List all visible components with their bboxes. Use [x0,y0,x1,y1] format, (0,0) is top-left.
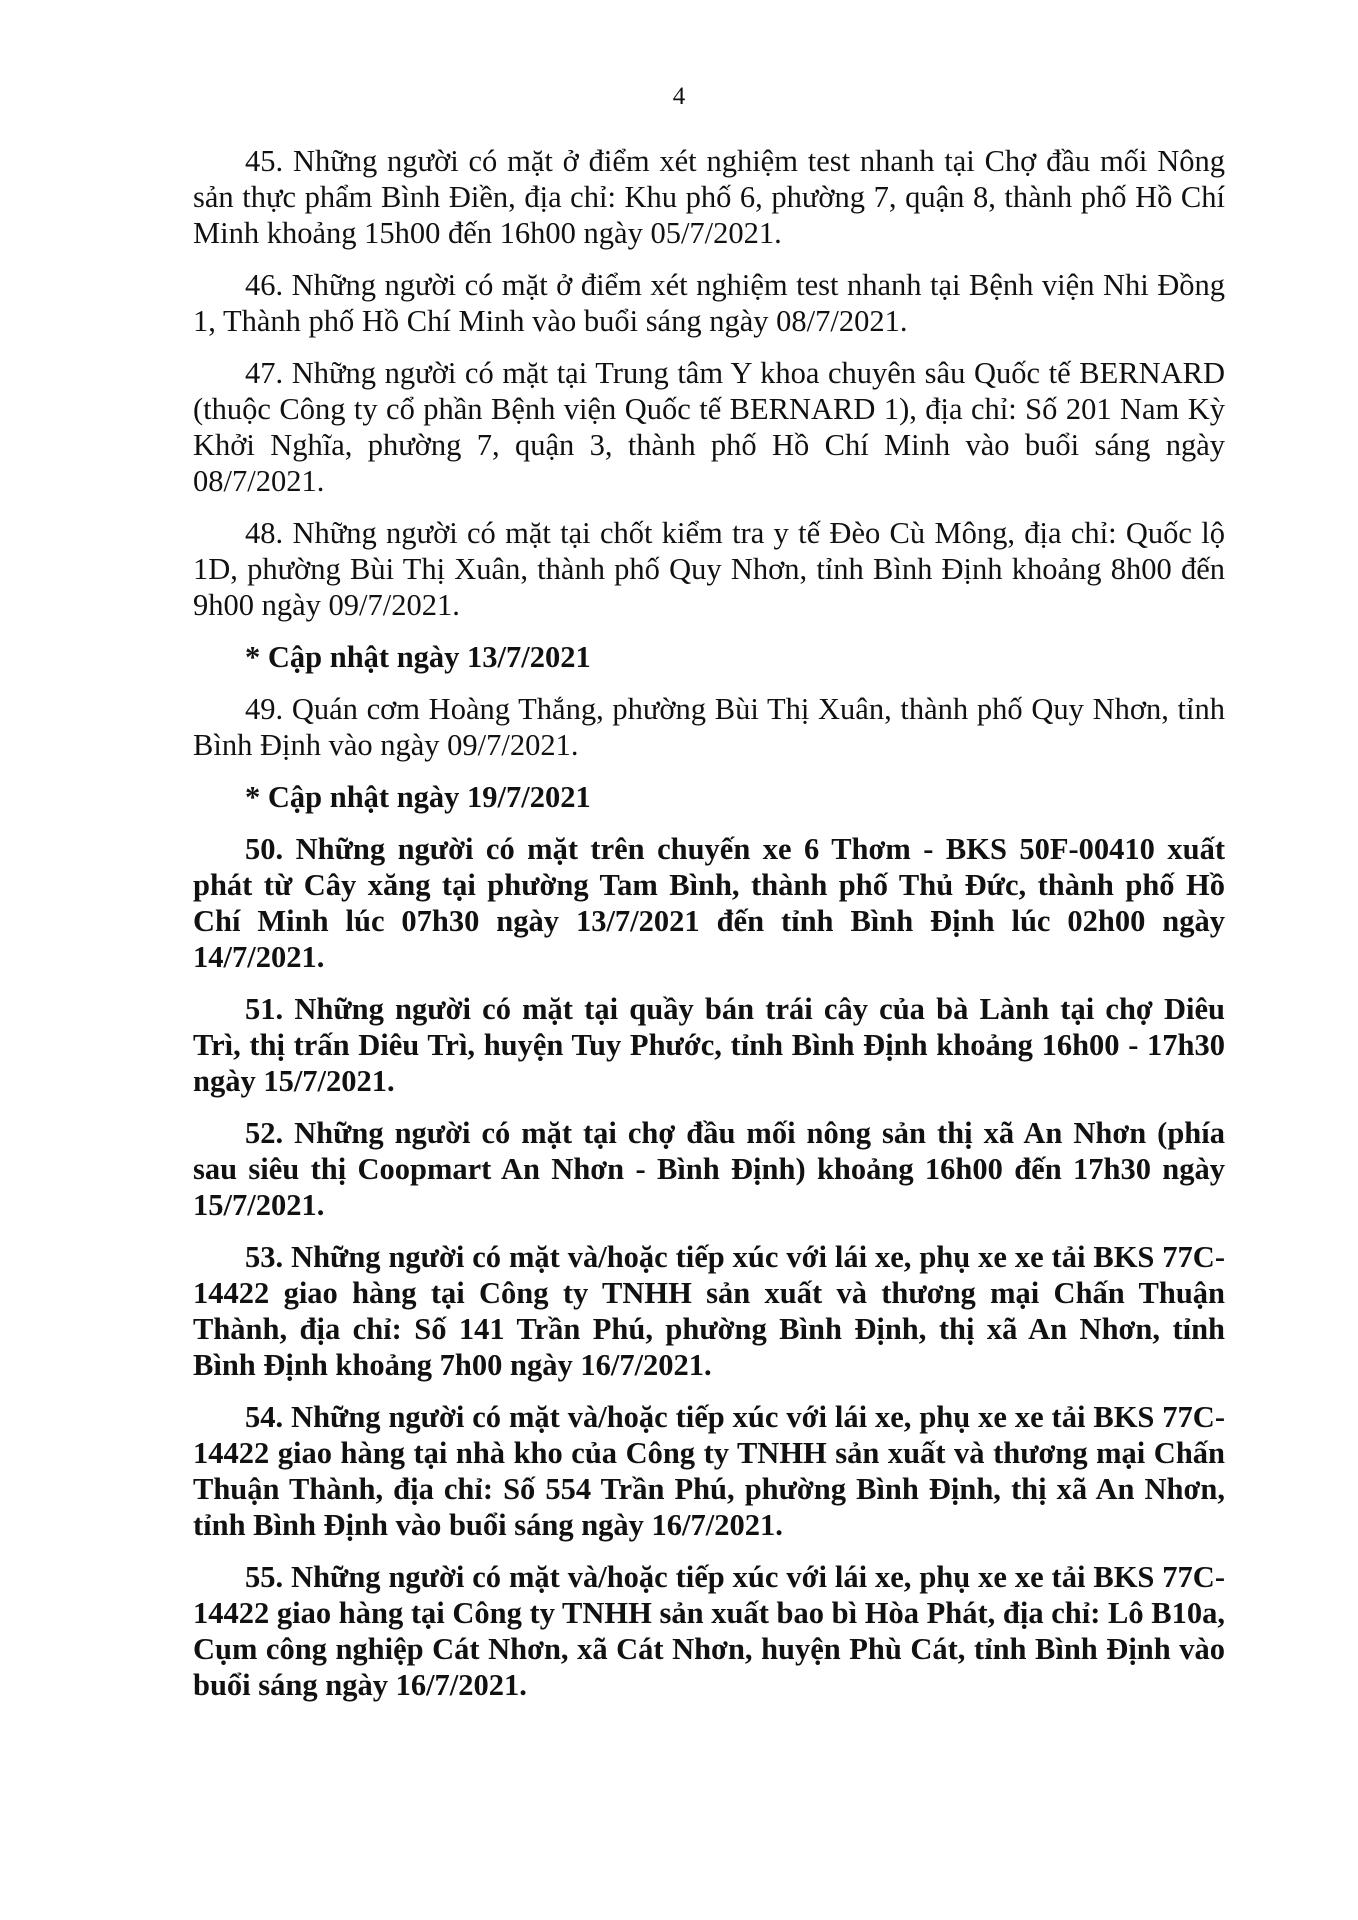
list-item-54 [193,1399,1225,1543]
document-body [193,143,1225,1719]
item-number: 46. [245,268,284,302]
item-text: Những người có mặt và/hoặc tiếp xúc với lái xe, phụ xe xe tải BKS 77C-14422 giao hàng tại nhà kho của Công ty TNHH sản xuất và thương mại Chấn Thuận Thành, địa chỉ: Số 554 Trần Phú, phường Bình Định, thị xã An Nhơn, tỉnh Bình Định vào buổi sáng ngày 16/7/2021. [193,1400,1225,1542]
update-heading-13-7: * Cập nhật ngày 13/7/2021 [245,640,591,674]
item-number: 55. [245,1560,284,1594]
item-number: 50. [245,832,284,866]
list-item-50 [193,831,1225,975]
list-item-45 [193,143,1225,251]
item-text: Những người có mặt tại chốt kiểm tra y tế Đèo Cù Mông, địa chỉ: Quốc lộ 1D, phường Bùi Thị Xuân, thành phố Quy Nhơn, tỉnh Bình Định khoảng 8h00 đến 9h00 ngày 09/7/2021. [193,516,1225,622]
update-heading-19-7: * Cập nhật ngày 19/7/2021 [245,780,591,814]
item-number: 53. [245,1240,284,1274]
item-text: Quán cơm Hoàng Thắng, phường Bùi Thị Xuân, thành phố Quy Nhơn, tỉnh Bình Định vào ngày 09/7/2021. [193,692,1225,762]
item-text: Những người có mặt và/hoặc tiếp xúc với lái xe, phụ xe xe tải BKS 77C-14422 giao hàng tại Công ty TNHH sản xuất bao bì Hòa Phát, địa chỉ: Lô B10a, Cụm công nghiệp Cát Nhơn, xã Cát Nhơn, huyện Phù Cát, tỉnh Bình Định vào buổi sáng ngày 16/7/2021. [193,1560,1225,1702]
item-number: 48. [245,516,284,550]
page-number: 4 [672,83,686,110]
list-item-47 [193,355,1225,499]
list-item-55 [193,1559,1225,1703]
item-number: 47. [245,356,284,390]
item-number: 54. [245,1400,284,1434]
item-number: 51. [245,992,284,1026]
item-text: Những người có mặt trên chuyến xe 6 Thơm - BKS 50F-00410 xuất phát từ Cây xăng tại phường Tam Bình, thành phố Thủ Đức, thành phố Hồ Chí Minh lúc 07h30 ngày 13/7/2021 đến tỉnh Bình Định lúc 02h00 ngày 14/7/2021. [193,832,1225,974]
item-text: Những người có mặt tại Trung tâm Y khoa chuyên sâu Quốc tế BERNARD (thuộc Công ty cổ phần Bệnh viện Quốc tế BERNARD 1), địa chỉ: Số 201 Nam Kỳ Khởi Nghĩa, phường 7, quận 3, thành phố Hồ Chí Minh vào buổi sáng ngày 08/7/2021. [193,356,1225,498]
item-text: Những người có mặt ở điểm xét nghiệm test nhanh tại Bệnh viện Nhi Đồng 1, Thành phố Hồ Chí Minh vào buổi sáng ngày 08/7/2021. [193,268,1226,338]
item-text: Những người có mặt tại quầy bán trái cây của bà Lành tại chợ Diêu Trì, thị trấn Diêu Trì, huyện Tuy Phước, tỉnh Bình Định khoảng 16h00 - 17h30 ngày 15/7/2021. [193,992,1226,1098]
list-item-51 [193,991,1225,1099]
item-text: Những người có mặt ở điểm xét nghiệm test nhanh tại Chợ đầu mối Nông sản thực phẩm Bình Điền, địa chỉ: Khu phố 6, phường 7, quận 8, thành phố Hồ Chí Minh khoảng 15h00 đến 16h00 ngày 05/7/2021. [193,144,1225,250]
item-number: 52. [245,1116,284,1150]
item-number: 45. [245,144,284,178]
item-text: Những người có mặt và/hoặc tiếp xúc với lái xe, phụ xe xe tải BKS 77C-14422 giao hàng tại Công ty TNHH sản xuất và thương mại Chấn Thuận Thành, địa chỉ: Số 141 Trần Phú, phường Bình Định, thị xã An Nhơn, tỉnh Bình Định khoảng 7h00 ngày 16/7/2021. [193,1240,1225,1382]
item-number: 49. [245,692,284,726]
list-item-52 [193,1115,1225,1223]
item-text: Những người có mặt tại chợ đầu mối nông sản thị xã An Nhơn (phía sau siêu thị Coopmart An Nhơn - Bình Định) khoảng 16h00 đến 17h30 ngày 15/7/2021. [193,1116,1225,1222]
list-item-49 [193,691,1225,763]
list-item-48 [193,515,1225,623]
list-item-53 [193,1239,1225,1383]
list-item-46 [193,267,1225,339]
